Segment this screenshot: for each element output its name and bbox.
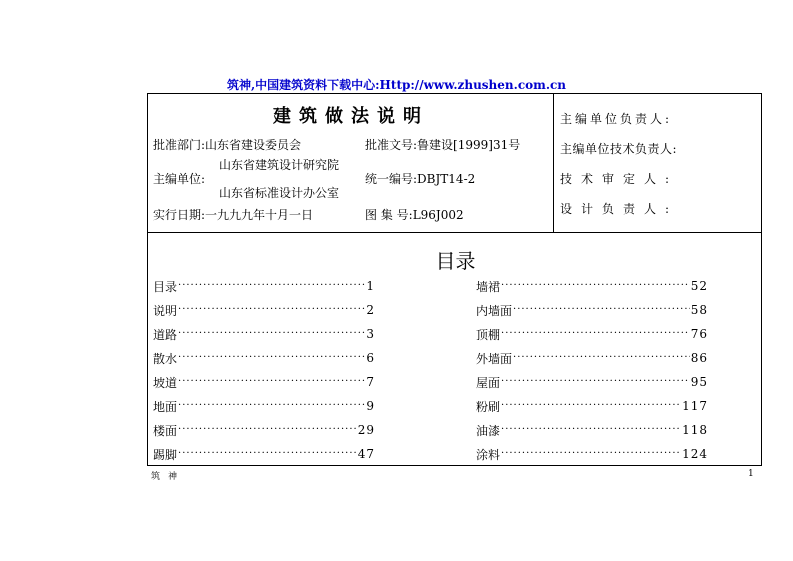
approval-doc-label: 批准文号:	[365, 138, 418, 152]
toc-entry[interactable]	[153, 298, 375, 322]
toc-entry[interactable]	[153, 346, 375, 370]
toc-leader-dots	[501, 280, 690, 292]
toc-leader-dots	[501, 400, 681, 412]
toc-entry-label: 踢脚	[153, 447, 178, 462]
toc-entry-page: 95	[690, 375, 708, 389]
page-number: 1	[748, 469, 754, 479]
divider	[554, 232, 761, 233]
footer-brand: 筑神	[151, 472, 186, 482]
toc-entry-page: 76	[690, 327, 708, 341]
toc-entry-label: 墙裙	[476, 279, 501, 294]
toc-entry-page: 58	[690, 303, 708, 317]
toc-leader-dots	[501, 448, 681, 460]
toc-entry[interactable]	[476, 274, 708, 298]
toc-leader-dots	[501, 376, 690, 388]
atlas-no-value: L96J002	[412, 208, 464, 222]
toc-leader-dots	[178, 400, 365, 412]
toc-leader-dots	[513, 304, 690, 316]
approval-dept-label: 批准部门:	[153, 138, 206, 152]
toc-leader-dots	[178, 304, 365, 316]
document-frame	[147, 93, 762, 466]
toc-entry[interactable]	[153, 274, 375, 298]
toc-entry-page: 3	[366, 327, 375, 341]
toc-entry-label: 屋面	[476, 375, 501, 390]
atlas-no-row	[365, 206, 464, 223]
toc-entry-label: 说明	[153, 303, 178, 318]
approval-doc-row	[365, 136, 520, 153]
title-block	[148, 94, 554, 233]
toc-entry[interactable]	[476, 298, 708, 322]
unified-no-row	[365, 170, 475, 187]
toc-right-column	[476, 274, 708, 466]
toc-entry-page: 124	[682, 447, 708, 461]
toc-entry-page: 2	[366, 303, 375, 317]
effective-date-label: 实行日期:	[153, 208, 206, 222]
toc-entry[interactable]	[476, 418, 708, 442]
toc-leader-dots	[178, 352, 365, 364]
responsibility-panel	[558, 94, 758, 233]
toc-leader-dots	[178, 328, 365, 340]
toc-entry[interactable]	[153, 394, 375, 418]
unified-no-label: 统一编号:	[365, 172, 418, 186]
toc-leader-dots	[178, 424, 357, 436]
toc-entry-page: 86	[690, 351, 708, 365]
tech-head-label: 主编单位技术负责人:	[560, 142, 678, 156]
toc-entry-page: 6	[366, 351, 375, 365]
toc-entry[interactable]	[153, 322, 375, 346]
editor-head-label: 主编单位负责人:	[560, 112, 673, 126]
toc-leader-dots	[178, 376, 365, 388]
editor-value-1: 山东省建筑设计研究院	[219, 158, 340, 172]
toc-entry-page: 118	[682, 423, 708, 437]
editor-value-2: 山东省标准设计办公室	[219, 186, 340, 200]
toc-entry-page: 29	[357, 423, 375, 437]
toc-entry[interactable]	[476, 346, 708, 370]
toc-entry[interactable]	[476, 394, 708, 418]
toc-leader-dots	[501, 424, 681, 436]
toc-entry-page: 117	[682, 399, 708, 413]
toc-entry-label: 内墙面	[476, 303, 513, 318]
toc-entry-label: 外墙面	[476, 351, 513, 366]
approval-dept-row	[153, 136, 301, 153]
toc-entry-label: 目录	[153, 279, 178, 294]
toc-left-column	[153, 274, 375, 466]
unified-no-value: DBJT14-2	[417, 172, 476, 186]
toc-entry-label: 顶棚	[476, 327, 501, 342]
approval-doc-value: 鲁建设[1999]31号	[417, 138, 521, 152]
editor-label: 主编单位:	[153, 172, 206, 186]
toc-entry-page: 9	[366, 399, 375, 413]
approval-dept-value: 山东省建设委员会	[205, 138, 302, 152]
site-link[interactable]: 筑神,中国建筑资料下载中心:Http://www.zhushen.com.cn	[226, 78, 567, 92]
document-title: 建筑做法说明	[273, 106, 429, 127]
toc-entry-label: 道路	[153, 327, 178, 342]
toc-leader-dots	[178, 448, 357, 460]
toc-title: 目录	[435, 249, 476, 273]
toc-entry[interactable]	[476, 370, 708, 394]
toc-entry-label: 坡道	[153, 375, 178, 390]
toc-entry-label: 涂料	[476, 447, 501, 462]
toc-entry-page: 47	[357, 447, 375, 461]
toc-leader-dots	[178, 280, 365, 292]
toc-entry[interactable]	[153, 442, 375, 466]
toc-entry-label: 散水	[153, 351, 178, 366]
effective-date-value: 一九九九年十月一日	[205, 208, 314, 222]
toc-entry[interactable]	[476, 442, 708, 466]
toc-entry[interactable]	[153, 370, 375, 394]
toc-entry-page: 52	[690, 279, 708, 293]
effective-date-row	[153, 206, 313, 223]
toc-entry[interactable]	[153, 418, 375, 442]
toc-entry-page: 7	[366, 375, 375, 389]
toc-entry-label: 楼面	[153, 423, 178, 438]
tech-review-label: 技术审定人:	[560, 172, 679, 186]
toc-leader-dots	[513, 352, 690, 364]
toc-entry-page: 1	[366, 279, 375, 293]
toc-entry[interactable]	[476, 322, 708, 346]
toc-entry-label: 地面	[153, 399, 178, 414]
toc-leader-dots	[501, 328, 690, 340]
design-head-label: 设计负责人:	[560, 202, 679, 216]
atlas-no-label: 图 集 号:	[365, 208, 413, 222]
toc-entry-label: 油漆	[476, 423, 501, 438]
toc-entry-label: 粉刷	[476, 399, 501, 414]
